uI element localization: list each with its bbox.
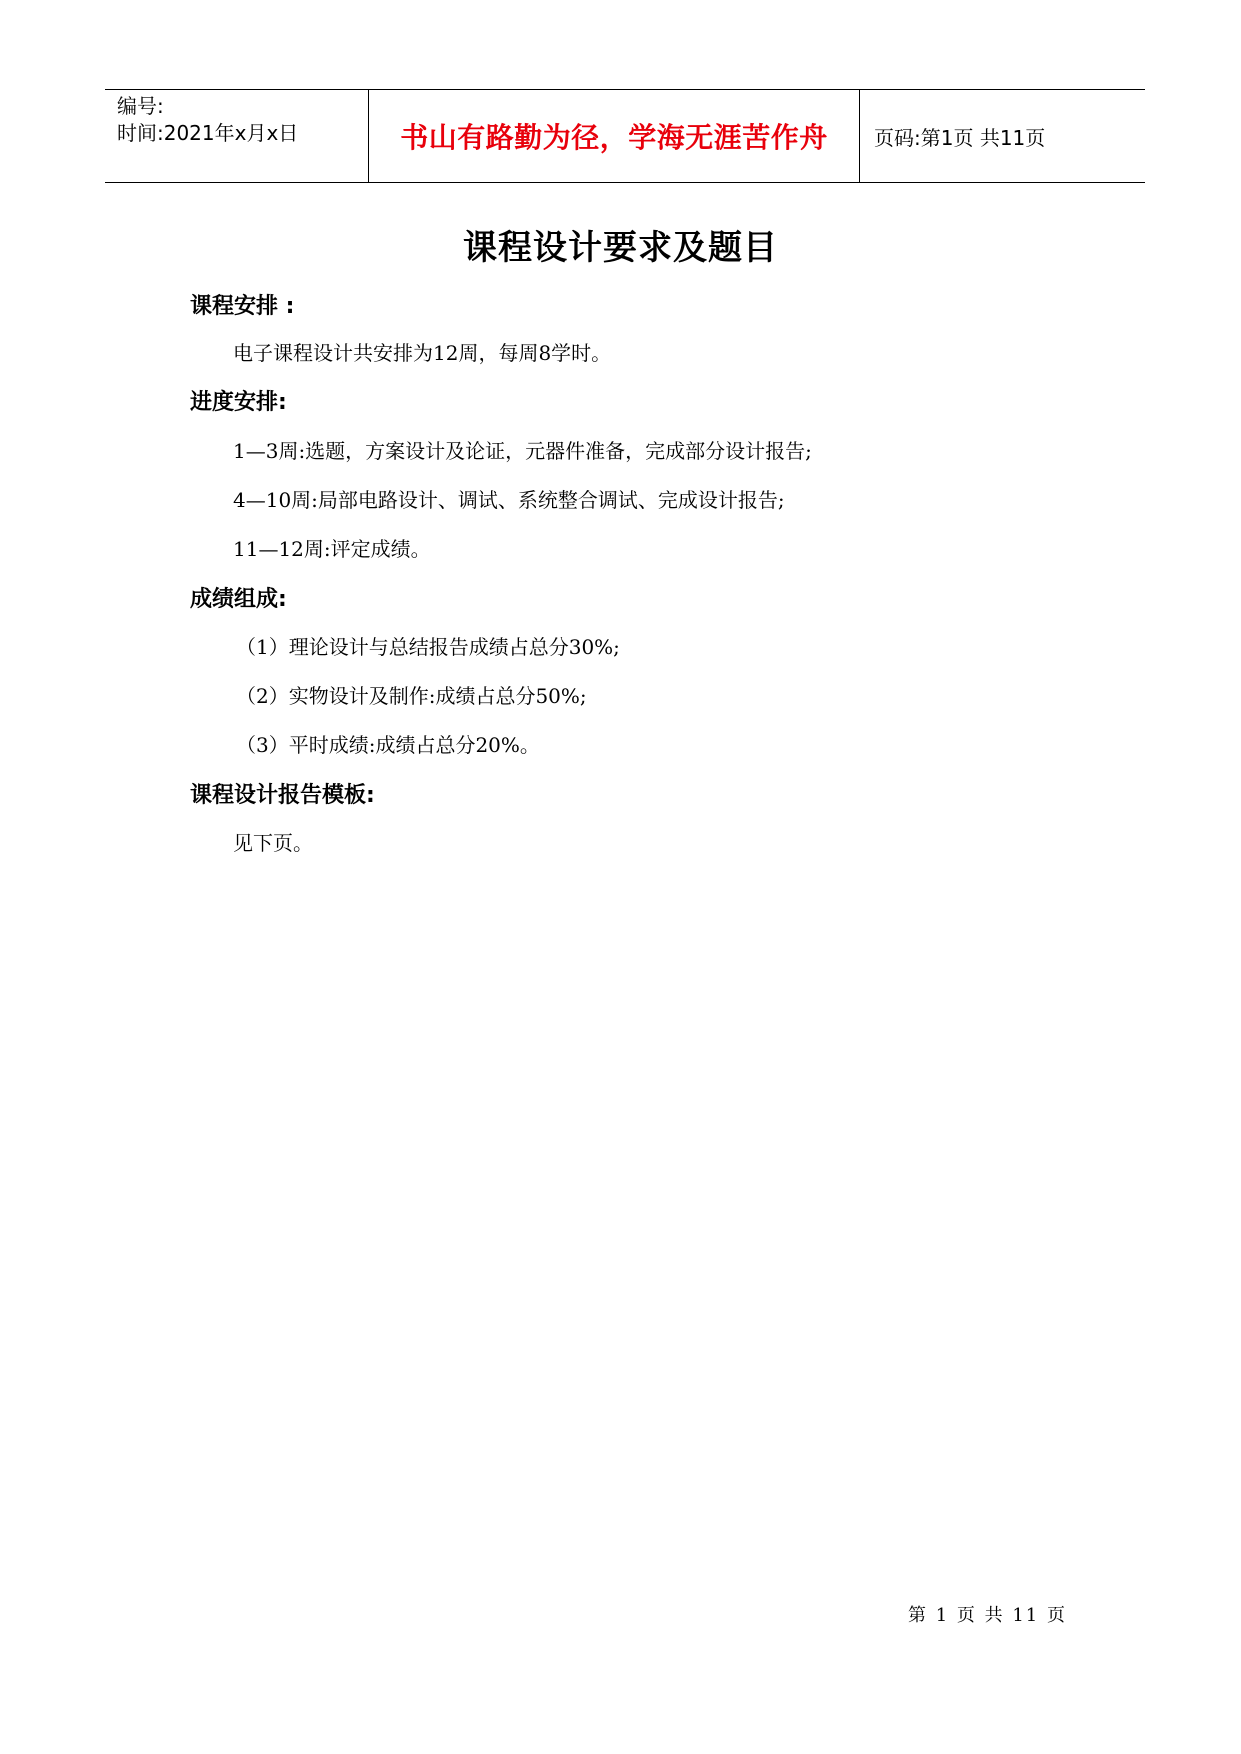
progress-line-3: 11—12周:评定成绩。 (233, 537, 431, 561)
progress-line-2: 4—10周:局部电路设计、调试、系统整合调试、完成设计报告; (233, 488, 785, 512)
page-header-table (105, 89, 1145, 183)
header-motto: 书山有路勤为径，学海无涯苦作舟 (400, 121, 828, 154)
section-heading-schedule: 课程安排 : (190, 294, 295, 319)
template-line: 见下页。 (233, 831, 313, 855)
section-heading-template: 课程设计报告模板: (190, 783, 375, 808)
section-heading-grading: 成绩组成: (190, 587, 287, 612)
header-right-cell (860, 90, 1145, 182)
document-title: 课程设计要求及题目 (463, 228, 778, 268)
section-heading-progress: 进度安排: (190, 390, 287, 415)
grading-line-3: （3）平时成绩:成绩占总分20%。 (236, 733, 540, 757)
header-left-cell (105, 90, 369, 182)
grading-line-2: （2）实物设计及制作:成绩占总分50%; (236, 684, 587, 708)
grading-line-1: （1）理论设计与总结报告成绩占总分30%; (236, 635, 620, 659)
header-page-info: 页码:第1页 共11页 (874, 125, 1046, 150)
document-number-label: 编号: (117, 94, 164, 118)
document-time-label: 时间:2021年x月x日 (117, 121, 299, 145)
schedule-line: 电子课程设计共安排为12周，每周8学时。 (233, 341, 612, 365)
progress-line-1: 1—3周:选题，方案设计及论证，元器件准备，完成部分设计报告; (233, 439, 812, 463)
header-middle-cell (369, 90, 860, 182)
page-footer-number: 第 1 页 共 11 页 (908, 1605, 1067, 1626)
